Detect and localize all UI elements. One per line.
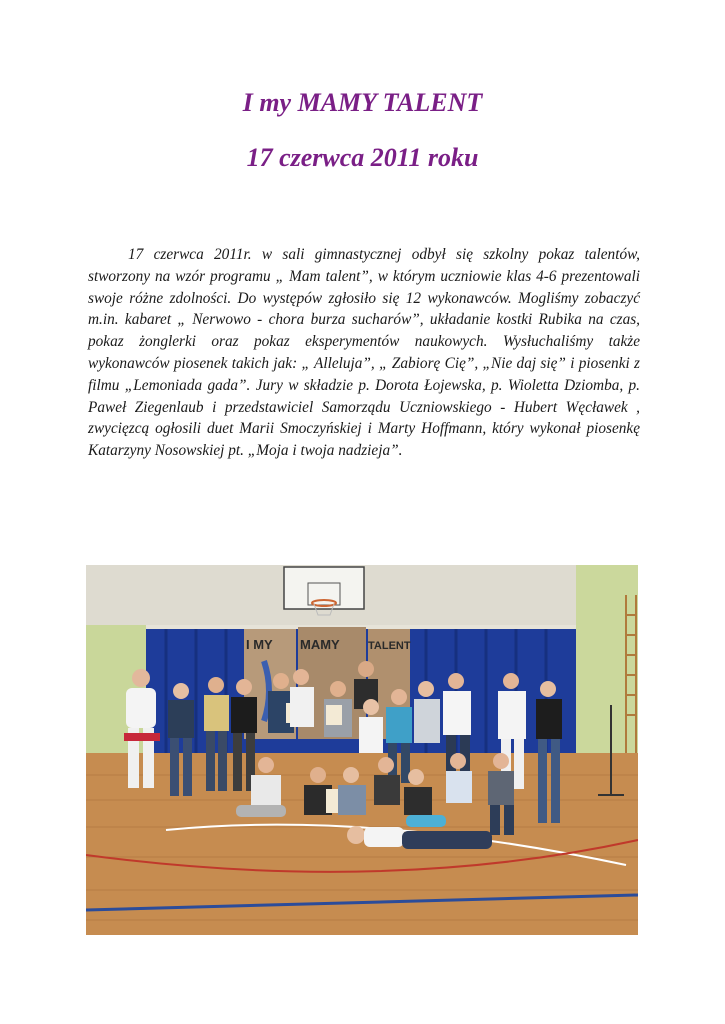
svg-text:MAMY: MAMY (300, 637, 340, 652)
group-photo-illustration (86, 565, 638, 935)
event-date-subtitle: 17 czerwca 2011 roku (246, 143, 479, 172)
svg-text:TALENT: TALENT (368, 640, 411, 652)
basketball-hoop-icon (284, 567, 364, 615)
page-title: I my MAMY TALENT (242, 88, 483, 117)
group-photo (86, 565, 638, 935)
svg-text:I MY: I MY (246, 637, 273, 652)
article-paragraph: 17 czerwca 2011r. w sali gimnastycznej odbył się szkolny pokaz talentów, stworzony na wzór programu „ Mam talent”, w którym uczniowie klas 4-6 prezentowali swoje różne zdolności. Do występów zgłosiło się 12 wykonawców. Mogliśmy zobaczyć m.in. kabaret „ Nerwowo - chora burza sucharów”, układanie kostki Rubika na czas, pokaz żonglerki oraz pokaz eksperymentów naukowych. Wysłuchaliśmy także wykonawców piosenek takich jak: „ Alleluja”, „ Zabiorę Cię”, „Nie daj się” i piosenki z filmu „Lemoniada gada”. Jury w składzie p. Dorota Łojewska, p. Wioletta Dziomba, p. Paweł Ziegenlaub i przedstawiciel Samorządu Uczniowskiego - Hubert Węcławek , zwycięzcą ogłosili duet Marii Smoczyńskiej i Marty Hoffmann, który wykonał piosenkę Katarzyny Nosowskiej pt. „Moja i twoja nadzieja”. (88, 246, 640, 460)
